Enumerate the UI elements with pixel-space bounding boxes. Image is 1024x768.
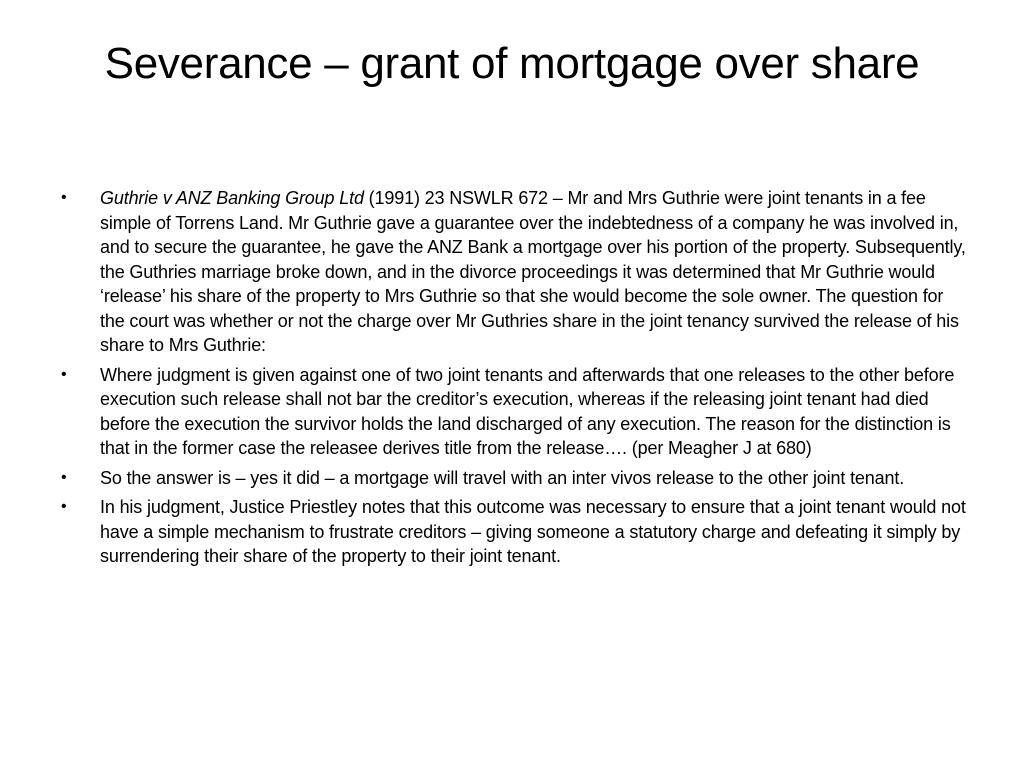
bullet-marker: • (61, 365, 67, 383)
case-citation-name: Guthrie v ANZ Banking Group Ltd (100, 188, 364, 208)
bullet-item-answer (52, 466, 972, 491)
bullet-item-judgment-quote (52, 363, 972, 461)
bullet-item-case-summary (52, 186, 972, 358)
bullet-text: (1991) 23 NSWLR 672 – Mr and Mrs Guthrie were joint tenants in a fee simple of Torrens Land. Mr Guthrie gave a guarantee over the indebtedness of a company he was involved in, and to secure the guarantee, he gave the ANZ Bank a mortgage over his portion of the property. Subsequently, the Guthries marriage broke down, and in the divorce proceedings it was determined that Mr Guthrie would ‘release’ his share of the property to Mrs Guthrie so that she would become the sole owner. The question for the court was whether or not the charge over Mr Guthries share in the joint tenancy survived the release of his share to Mrs Guthrie: (100, 188, 966, 355)
bullet-text: So the answer is – yes it did – a mortgage will travel with an inter vivos release to the other joint tenant. (100, 467, 905, 488)
bullet-marker: • (61, 498, 67, 515)
bullet-marker: • (61, 468, 67, 486)
bullet-item-priestley-note (52, 495, 972, 569)
bullet-text: In his judgment, Justice Priestley notes that this outcome was necessary to ensure that a joint tenant would not have a simple mechanism to frustrate creditors – giving someone a statutory charge and defeating it simply by surrendering their share of the property to their joint tenant. (100, 497, 966, 566)
bullet-list (52, 186, 972, 574)
bullet-marker: • (61, 189, 67, 206)
slide-title: Severance – grant of mortgage over share (104, 39, 920, 88)
bullet-text: Where judgment is given against one of two joint tenants and afterwards that one releases to the other before execution such release shall not bar the creditor’s execution, whereas if the releasing joint tenant had died before the execution the survivor holds the land discharged of any execution. The reason for the distinction is that in the former case the releasee derives title from the release…. (per Meagher J at 680) (100, 364, 955, 458)
